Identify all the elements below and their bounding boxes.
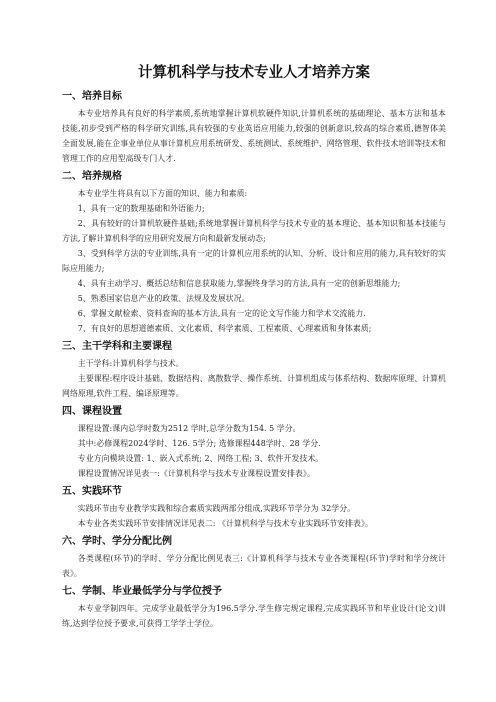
paragraph: 专业方向模块设置: 1、嵌入式系统; 2、网络工程; 3、软件开发技术。 xyxy=(77,454,324,463)
paragraph: 课程设置:课内总学时数为2512 学时,总学分数为154. 5 学分。 xyxy=(77,424,301,433)
section-6 xyxy=(62,535,446,585)
paragraph: 本专业学生将具有以下方面的知识、能力和素质: xyxy=(77,189,248,198)
section-heading: 二、培养规格 xyxy=(62,171,122,182)
section-1 xyxy=(62,90,446,170)
section-2 xyxy=(62,170,446,340)
paragraph: 4、具有主动学习、概括总结和信息获取能力,掌握终身学习的方法,具有一定的创新思维能力; xyxy=(77,279,401,288)
section-heading: 七、学制、毕业最低学分与学位授予 xyxy=(62,586,222,597)
section-5 xyxy=(62,485,446,535)
paragraph: 实践环节由专业教学实践和综合素质实践两部分组成,实践环节学分为 32学分。 xyxy=(77,504,356,513)
paragraph: 各类课程(环节)的学时、学分分配比例见表三:《计算机科学与技术专业各类课程(环节)学时和学分统计表》。 xyxy=(62,554,446,578)
paragraph: 本专业各类实践环节安排情况详见表二: 《计算机科学与技术专业实践环节安排表》。 xyxy=(77,519,373,528)
paragraph: 课程设置情况详见表一:《计算机科学与技术专业课程设置安排表》。 xyxy=(77,469,315,478)
section-3 xyxy=(62,340,446,405)
section-heading: 四、课程设置 xyxy=(62,406,122,417)
paragraph: 5、熟悉国家信息产业的政策、法规及发展状况。 xyxy=(77,294,250,303)
paragraph: 主要课程:程序设计基础、数据结构、离散数学、操作系统、计算机组成与体系结构、数据库原理、计算机网络原理,软件工程、编译原理等。 xyxy=(62,374,446,398)
paragraph: 主干学科:计算机科学与技术。 xyxy=(77,359,184,368)
paragraph: 1、具有一定的数理基础和外语能力; xyxy=(77,204,205,213)
paragraph: 6、掌握文献检索、资料查询的基本方法,具有一定的论文写作能力和学术交流能力. xyxy=(77,309,366,318)
paragraph: 2、具有较好的计算机软硬件基础;系统地掌握计算机科学与技术专业的基本理论、基本知识和基本技能与方法,了解计算机科学的应用研究发展方向和最新发展动态; xyxy=(62,219,446,243)
paragraph: 其中:必修课程2024学时、126. 5学分; 选修课程448学时、28 学分. xyxy=(77,439,321,448)
paragraph: 本专业培养具有良好的科学素质,系统地掌握计算机软硬件知识,计算机系统的基础理论、基本方法和基本技能,初步受到严格的科学研究训练,具有较强的专业英语应用能力,较强的创新意识,较高的综合素质,德智体美全面发展,能在企事业单位从事计算机应用系统研发、系统测试、系统维护、网络管理、软件技术培训等技术和管理工作的应用型高级专门人才. xyxy=(62,109,446,163)
paragraph: 3、受到科学方法的专业训练,具有一定的计算机应用系统的认知、分析、设计和应用的能力,具有较好的实际应用能力; xyxy=(62,249,446,273)
section-heading: 六、学时、学分分配比例 xyxy=(62,536,172,547)
section-4 xyxy=(62,405,446,485)
paragraph: 7、有良好的思想道德素质、文化素质、科学素质、工程素质、心理素质和身体素质; xyxy=(77,324,372,333)
section-heading: 五、实践环节 xyxy=(62,486,122,497)
document-body xyxy=(62,90,446,635)
document-title: 计算机科学与技术专业人才培养方案 xyxy=(138,65,370,81)
paragraph: 本专业学制四年。完成学业最低学分为196.5学分.学生修完规定课程,完成实践环节和毕业设计(论文)训练,达到学位授予要求,可获得工学学士学位。 xyxy=(62,604,446,628)
section-7 xyxy=(62,585,446,635)
section-heading: 一、培养目标 xyxy=(62,91,122,102)
section-heading: 三、主干学科和主要课程 xyxy=(62,341,172,352)
